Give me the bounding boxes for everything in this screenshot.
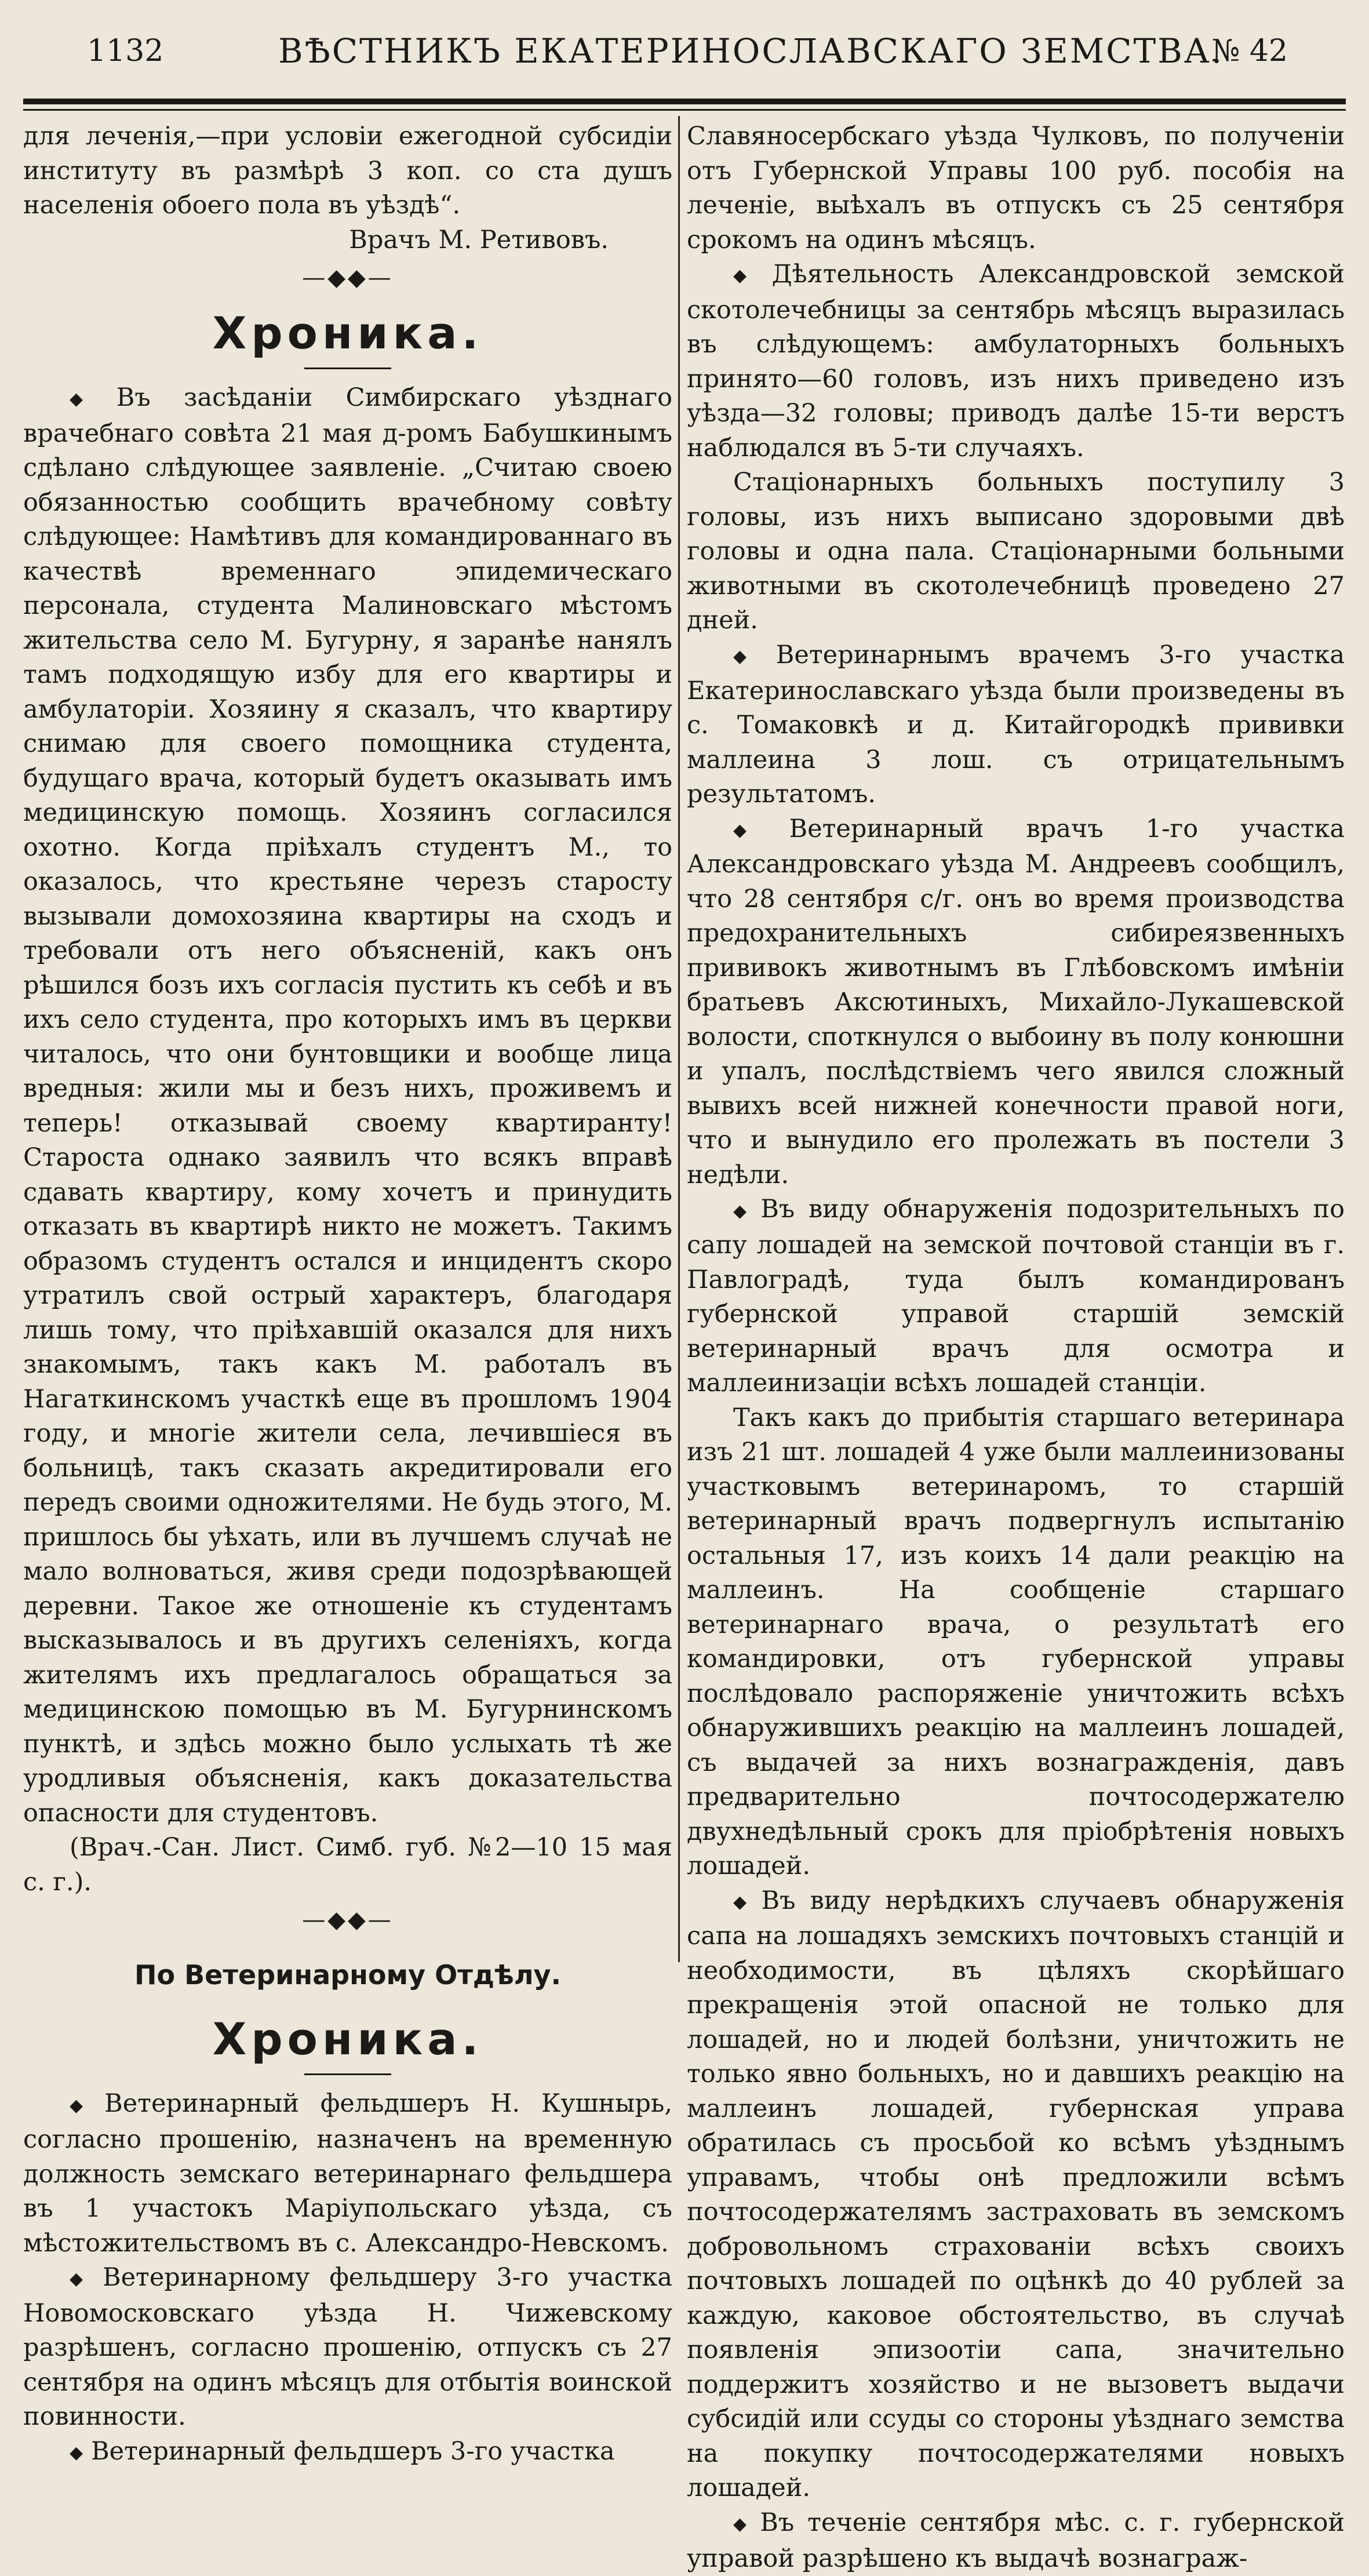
paragraph-text: Ветеринарный фельдшеръ 3-го участка: [91, 2436, 615, 2466]
header-rule-thin: [23, 109, 1346, 111]
ornament-divider-2: —◆◆—: [302, 1906, 394, 1934]
vet-item-7: [687, 1192, 1345, 1400]
signature: Врачъ М. Ретивовъ.: [349, 225, 609, 254]
section-heading-chronicle-2: Хроника.: [212, 2013, 483, 2065]
source-citation: (Врач.-Сан. Лист. Симб. губ. №2—10 15 мая с. г.).: [23, 1833, 672, 1897]
diamond-bullet-icon: ◆: [70, 389, 108, 410]
section-heading-chronicle: Хроника.: [212, 307, 483, 359]
issue-number: № 42: [1211, 34, 1288, 68]
paragraph-text: Дѣятельность Александровской земской скотолечебницы за сентябрь мѣсяцъ выразилась въ слѣдующемъ: амбулаторныхъ больныхъ принято—60 головъ, изъ нихъ приведено изъ уѣзда—32 головы; приводъ далѣе 15-ти верстъ наблюдался въ 5-ти случаяхъ.: [687, 260, 1345, 463]
page-header: [23, 23, 1346, 87]
diamond-bullet-icon: ◆: [70, 2443, 83, 2463]
vet-item-6: [687, 812, 1345, 1193]
vet-item-2: [23, 2261, 672, 2435]
section-subheading-veterinary: По Ветеринарному Отдѣлу.: [134, 1959, 562, 1991]
paragraph-text: Въ засѣданіи Симбирскаго уѣзднаго врачебнаго совѣта 21 мая д-ромъ Бабушкинымъ сдѣлано слѣдующее заявленіе. „Считаю своею обязанностью сообщить врачебному совѣту слѣдующее: Намѣтивъ для командированнаго въ качествѣ временнаго эпидемическаго персонала, студента Малиновскаго мѣстомъ жительства село М. Бугурну, я заранѣе нанялъ тамъ подходящую избу для его квартиры и амбулаторіи. Хозяину я сказалъ, что квартиру снимаю для своего помощника студента, будущаго врача, который будетъ оказывать имъ медицинскую помощь. Хозяинъ согласился охотно. Когда пріѣхалъ студентъ М., то оказалось, что крестьяне черезъ старосту вызывали домохозяина квартиры на сходъ и требовали отъ него объясненій, какъ онъ рѣшился бозъ ихъ согласія пустить къ себѣ и въ ихъ село студента, про которыхъ имъ въ церкви читалось, что они бунтовщики и вообще лица вредныя: жили мы и безъ нихъ, проживемъ и теперь! отказывай своему квартиранту! Староста однако заявилъ что всякъ вправѣ сдавать квартиру, кому хочетъ и принудить отказать въ квартирѣ никто не можетъ. Такимъ образомъ студентъ остался и инцидентъ скоро утратилъ свой острый характеръ, благодаря лишь тому, что пріѣхавшій оказался для нихъ знакомымъ, такъ какъ М. работалъ въ Нагаткинскомъ участкѣ еще въ прошломъ 1904 году, и многіе жители села, лечившіеся въ больницѣ, такъ сказать акредитировали его передъ своими одножителями. Не будь этого, М. пришлось бы уѣхать, или въ лучшемъ случаѣ не мало волноваться, живя среди подозрѣвающей деревни. Такое же отношеніе къ студентамъ высказывалось и въ другихъ селеніяхъ, когда жителямъ ихъ предлагалось обращаться за медицинскою помощью въ М. Бугурнинскомъ пунктѣ, и здѣсь можно было услыхать тѣ же уродливыя объясненія, какъ доказательства опасности для студентовъ.: [23, 383, 673, 1828]
diamond-bullet-icon: ◆: [70, 2095, 97, 2116]
paragraph-text: Въ виду обнаруженія подозрительныхъ по сапу лошадей на земской почтовой станціи въ г. Павлоградѣ, туда былъ командированъ губернской управой старшій земскій ветеринарный врачъ для осмотра и маллеинизаціи всѣхъ лошадей станціи.: [687, 1195, 1345, 1398]
vet-item-5: [687, 638, 1345, 812]
vet-item-8: [687, 1884, 1345, 2506]
ornament-divider: —◆◆—: [302, 264, 394, 291]
diamond-bullet-icon: ◆: [733, 1891, 753, 1912]
vet-item-1: [23, 2087, 672, 2261]
left-column: [23, 119, 672, 2471]
diamond-bullet-icon: ◆: [70, 2269, 95, 2290]
intro-paragraph: для леченія,—при условіи ежегодной субсидіи институту въ размѣрѣ 3 коп. со ста душъ населенія обоего пола въ уѣздѣ“.: [23, 122, 672, 220]
vet-item-7b: Такъ какъ до прибытія старшаго ветеринара изъ 21 шт. лошадей 4 уже были маллеинизованы участковымъ ветеринаромъ, то старшій ветеринарный врачъ подвергнулъ испытанію остальныя 17, изъ коихъ 14 дали реакцію на маллеинъ. На сообщеніе старшаго ветеринарнаго врача, о результатѣ его командировки, отъ губернской управы послѣдовало распоряженіе уничтожить всѣхъ обнаружившихъ реакцію на маллеинъ лошадей, съ выдачей за нихъ вознагражденія, давъ предварительно почтосодержателю двухнедѣльный срокъ для пріобрѣтенія новыхъ лошадей.: [687, 1403, 1345, 1880]
paragraph-text: Ветеринарному фельдшеру 3-го участка Новомосковскаго уѣзда Н. Чижевскому разрѣшенъ, согласно прошенію, отпускъ съ 27 сентября на одинъ мѣсяцъ для отбытія воинской повинности.: [23, 2263, 673, 2432]
diamond-bullet-icon: ◆: [733, 2514, 752, 2534]
chronicle-paragraph: [23, 381, 672, 1831]
diamond-bullet-icon: ◆: [733, 265, 764, 286]
diamond-bullet-icon: ◆: [733, 820, 781, 841]
vet-item-4: [687, 257, 1345, 465]
vet-item-9: [687, 2506, 1345, 2576]
page-number: 1132: [87, 34, 164, 68]
continuation-paragraph: Славяносербскаго уѣзда Чулковъ, по полученіи отъ Губернской Управы 100 руб. пособія на леченіе, выѣхалъ въ отпускъ съ 25 сентября срокомъ на одинъ мѣсяцъ.: [687, 122, 1345, 254]
vet-item-4b: Стаціонарныхъ больныхъ поступилу 3 головы, изъ нихъ выписано здоровыми двѣ головы и одна пала. Стаціонарными больными животными въ скотолечебницѣ проведено 27 дней.: [687, 468, 1345, 635]
diamond-bullet-icon: ◆: [733, 1200, 753, 1221]
paragraph-text: Ветеринарнымъ врачемъ 3-го участка Екатеринославскаго уѣзда были произведены въ с. Томаковкѣ и д. Китайгородкѣ прививки маллеина 3 лош. съ отрицательнымъ результатомъ.: [687, 640, 1345, 809]
heading-underline: [304, 368, 391, 369]
diamond-bullet-icon: ◆: [733, 646, 768, 667]
journal-title: ВѢСТНИКЪ ЕКАТЕРИНОСЛАВСКАГО ЗЕМСТВА.: [278, 31, 1224, 71]
paragraph-text: Въ теченіе сентября мѣс. с. г. губернской управой разрѣшено къ выдачѣ вознаграж-: [687, 2508, 1345, 2573]
vet-item-3: [23, 2435, 672, 2471]
right-column: [687, 119, 1345, 2576]
header-rule-thick: [23, 99, 1346, 104]
paragraph-text: Въ виду нерѣдкихъ случаевъ обнаруженія сапа на лошадяхъ земскихъ почтовыхъ станцій и необходимости, въ цѣляхъ скорѣйшаго прекращенія этой опасной не только для лошадей, но и людей болѣзни, уничтожить не только явно больныхъ, но и давшихъ реакцію на маллеинъ лошадей, губернская управа обратилась съ просьбой ко всѣмъ уѣзднымъ управамъ, чтобы онѣ предложили всѣмъ почтосодержателямъ застраховать въ земскомъ добровольномъ страхованіи всѣхъ своихъ почтовыхъ лошадей по оцѣнкѣ до 40 рублей за каждую, каковое обстоятельство, въ случаѣ появленія эпизоотіи сапа, значительно поддержитъ хозяйство и не вызоветъ выдачи субсидій или ссуды со стороны уѣзднаго земства на покупку почтосодержателями новыхъ лошадей.: [687, 1886, 1345, 2503]
heading-underline-2: [304, 2073, 391, 2075]
paragraph-text: Ветеринарный врачъ 1-го участка Александровскаго уѣзда М. Андреевъ сообщилъ, что 28 сентября с/г. онъ во время производства предохранительныхъ сибиреязвенныхъ прививокъ животнымъ въ Глѣбовскомъ имѣніи братьевъ Аксютиныхъ, Михайло-Лукашевской волости, споткнулся о выбоину въ полу конюшни и упалъ, послѣдствіемъ чего явился сложный вывихъ всей нижней конечности правой ноги, что и вынудило его пролежать въ постели 3 недѣли.: [687, 814, 1345, 1189]
paragraph-text: Ветеринарный фельдшеръ Н. Кушнырь, согласно прошенію, назначенъ на временную должность земскаго ветеринарнаго фельдшера въ 1 участокъ Маріупольскаго уѣзда, съ мѣстожительствомъ въ с. Александро-Невскомъ.: [23, 2089, 672, 2258]
column-divider: [678, 116, 680, 1962]
